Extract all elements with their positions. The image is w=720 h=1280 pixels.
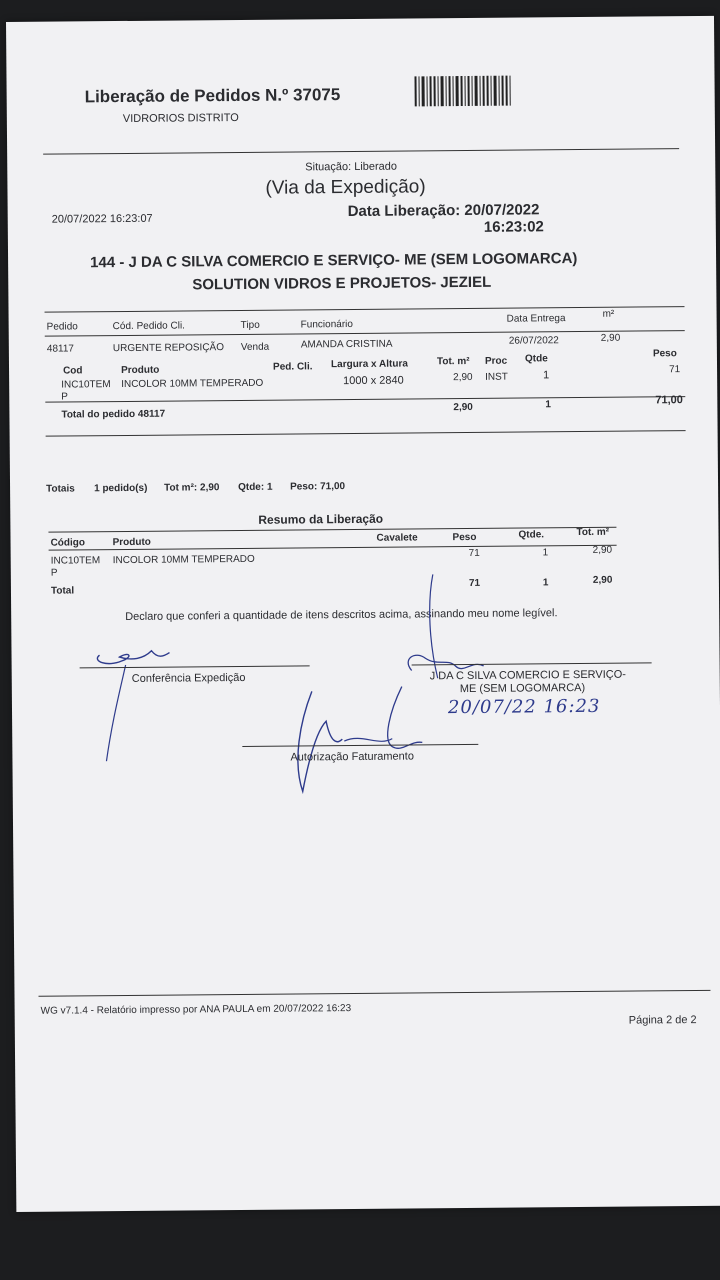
- col-pedido: Pedido: [46, 321, 78, 333]
- cliente-name-line-1: J DA C SILVA COMERCIO E SERVIÇO-: [429, 668, 626, 683]
- summary-col-codigo: Código: [50, 537, 86, 549]
- order-pedido: 48117: [46, 343, 74, 355]
- totals-peso: Peso: 71,00: [290, 481, 346, 493]
- client-line-1: 144 - J DA C SILVA COMERCIO E SERVIÇO- ME (SEM LOGOMARCA): [90, 250, 578, 272]
- item-produto: INCOLOR 10MM TEMPERADO: [121, 377, 264, 391]
- order-tipo: Venda: [240, 341, 270, 353]
- signature-conferencia: [71, 620, 192, 771]
- company-name: VIDRORIOS DISTRITO: [122, 111, 239, 125]
- order-total-label: Total do pedido 48117: [61, 408, 166, 421]
- totals-qtde: Qtde: 1: [238, 481, 273, 493]
- conferencia-label: Conferência Expedição: [131, 671, 246, 685]
- client-line-2: SOLUTION VIDROS E PROJETOS- JEZIEL: [192, 273, 492, 294]
- summary-title: Resumo da Liberação: [258, 511, 384, 527]
- order-data-entrega: 26/07/2022: [508, 335, 559, 347]
- summary-cod-line-1: INC10TEM: [50, 555, 101, 567]
- order-cod-pedido: URGENTE REPOSIÇÃO: [112, 342, 225, 355]
- barcode: [414, 75, 526, 106]
- col-data-entrega: Data Entrega: [506, 313, 566, 325]
- order-table-top: [45, 306, 685, 313]
- order-total-m2: 2,90: [453, 401, 473, 414]
- col-tipo: Tipo: [240, 319, 260, 331]
- release-date: Data Liberação: 20/07/2022: [347, 201, 540, 221]
- item-col-cod: Cod: [62, 365, 83, 377]
- item-largura-altura: 1000 x 2840: [343, 374, 404, 388]
- signature-cliente: [397, 573, 528, 684]
- item-col-proc: Proc: [484, 355, 508, 367]
- order-funcionario: AMANDA CRISTINA: [300, 338, 393, 351]
- summary-produto: INCOLOR 10MM TEMPERADO: [112, 553, 255, 567]
- summary-col-qtde: Qtde.: [518, 529, 545, 541]
- order-table-bottom: [46, 430, 686, 437]
- order-total-divider: [45, 396, 685, 403]
- col-cod-pedido: Cód. Pedido Cli.: [112, 320, 185, 333]
- col-funcionario: Funcionário: [300, 318, 353, 331]
- item-col-ped-cli: Ped. Cli.: [272, 361, 313, 373]
- summary-qtde: 1: [542, 547, 549, 559]
- item-col-peso: Peso: [652, 348, 677, 360]
- footer-divider: [38, 990, 710, 997]
- totals-label: Totais: [46, 483, 75, 495]
- summary-col-peso: Peso: [452, 531, 477, 544]
- handwritten-date: 20/07/22 16:23: [447, 695, 601, 719]
- summary-tot-m2: 2,90: [592, 544, 613, 556]
- item-col-produto: Produto: [120, 364, 160, 377]
- summary-col-produto: Produto: [112, 536, 151, 549]
- order-total-peso: 71,00: [655, 394, 683, 407]
- summary-total-label: Total: [50, 585, 75, 597]
- summary-total-qtde: 1: [542, 577, 549, 589]
- col-m2: m²: [602, 308, 615, 320]
- item-peso: 71: [669, 364, 681, 376]
- item-cod-line-1: INC10TEM: [61, 379, 111, 391]
- totals-tot-m2: Tot m²: 2,90: [164, 482, 220, 494]
- autorizacao-label: Autorização Faturamento: [290, 750, 414, 764]
- footer-page: Página 2 de 2: [628, 1014, 697, 1027]
- item-col-qtde: Qtde: [524, 353, 548, 365]
- document-title: Liberação de Pedidos N.º 37075: [84, 85, 341, 107]
- situation-status: Situação: Liberado: [305, 160, 398, 174]
- item-col-largura-altura: Largura x Altura: [330, 358, 408, 371]
- order-m2: 2,90: [600, 332, 621, 344]
- summary-col-cavalete: Cavalete: [376, 532, 418, 544]
- document-page: [6, 16, 720, 1212]
- cliente-name-line-2: ME (SEM LOGOMARCA): [459, 681, 586, 696]
- summary-total-peso: 71: [468, 577, 481, 589]
- item-proc: INST: [485, 371, 508, 383]
- declaration-text: Declaro que conferi a quantidade de itens descritos acima, assinando meu nome legível.: [125, 607, 558, 623]
- release-time: 16:23:02: [483, 218, 544, 236]
- summary-col-tot-m2: Tot. m²: [576, 526, 610, 539]
- summary-peso: 71: [468, 547, 480, 559]
- summary-total-tot-m2: 2,90: [592, 574, 613, 586]
- item-tot-m2: 2,90: [453, 371, 473, 384]
- item-qtde: 1: [543, 369, 550, 382]
- signature-autorizacao: [282, 680, 443, 801]
- header-divider: [43, 148, 679, 155]
- item-col-tot-m2: Tot. m²: [436, 355, 470, 368]
- footer-report: WG v7.1.4 - Relatório impresso por ANA PAULA em 20/07/2022 16:23: [40, 1003, 352, 1017]
- item-cod-line-2: P: [61, 391, 68, 403]
- totals-pedidos: 1 pedido(s): [94, 482, 148, 495]
- order-total-qtde: 1: [545, 399, 551, 411]
- print-datetime: 20/07/2022 16:23:07: [51, 212, 153, 226]
- via-label: (Via da Expedição): [265, 176, 426, 199]
- summary-cod-line-2: P: [50, 567, 58, 579]
